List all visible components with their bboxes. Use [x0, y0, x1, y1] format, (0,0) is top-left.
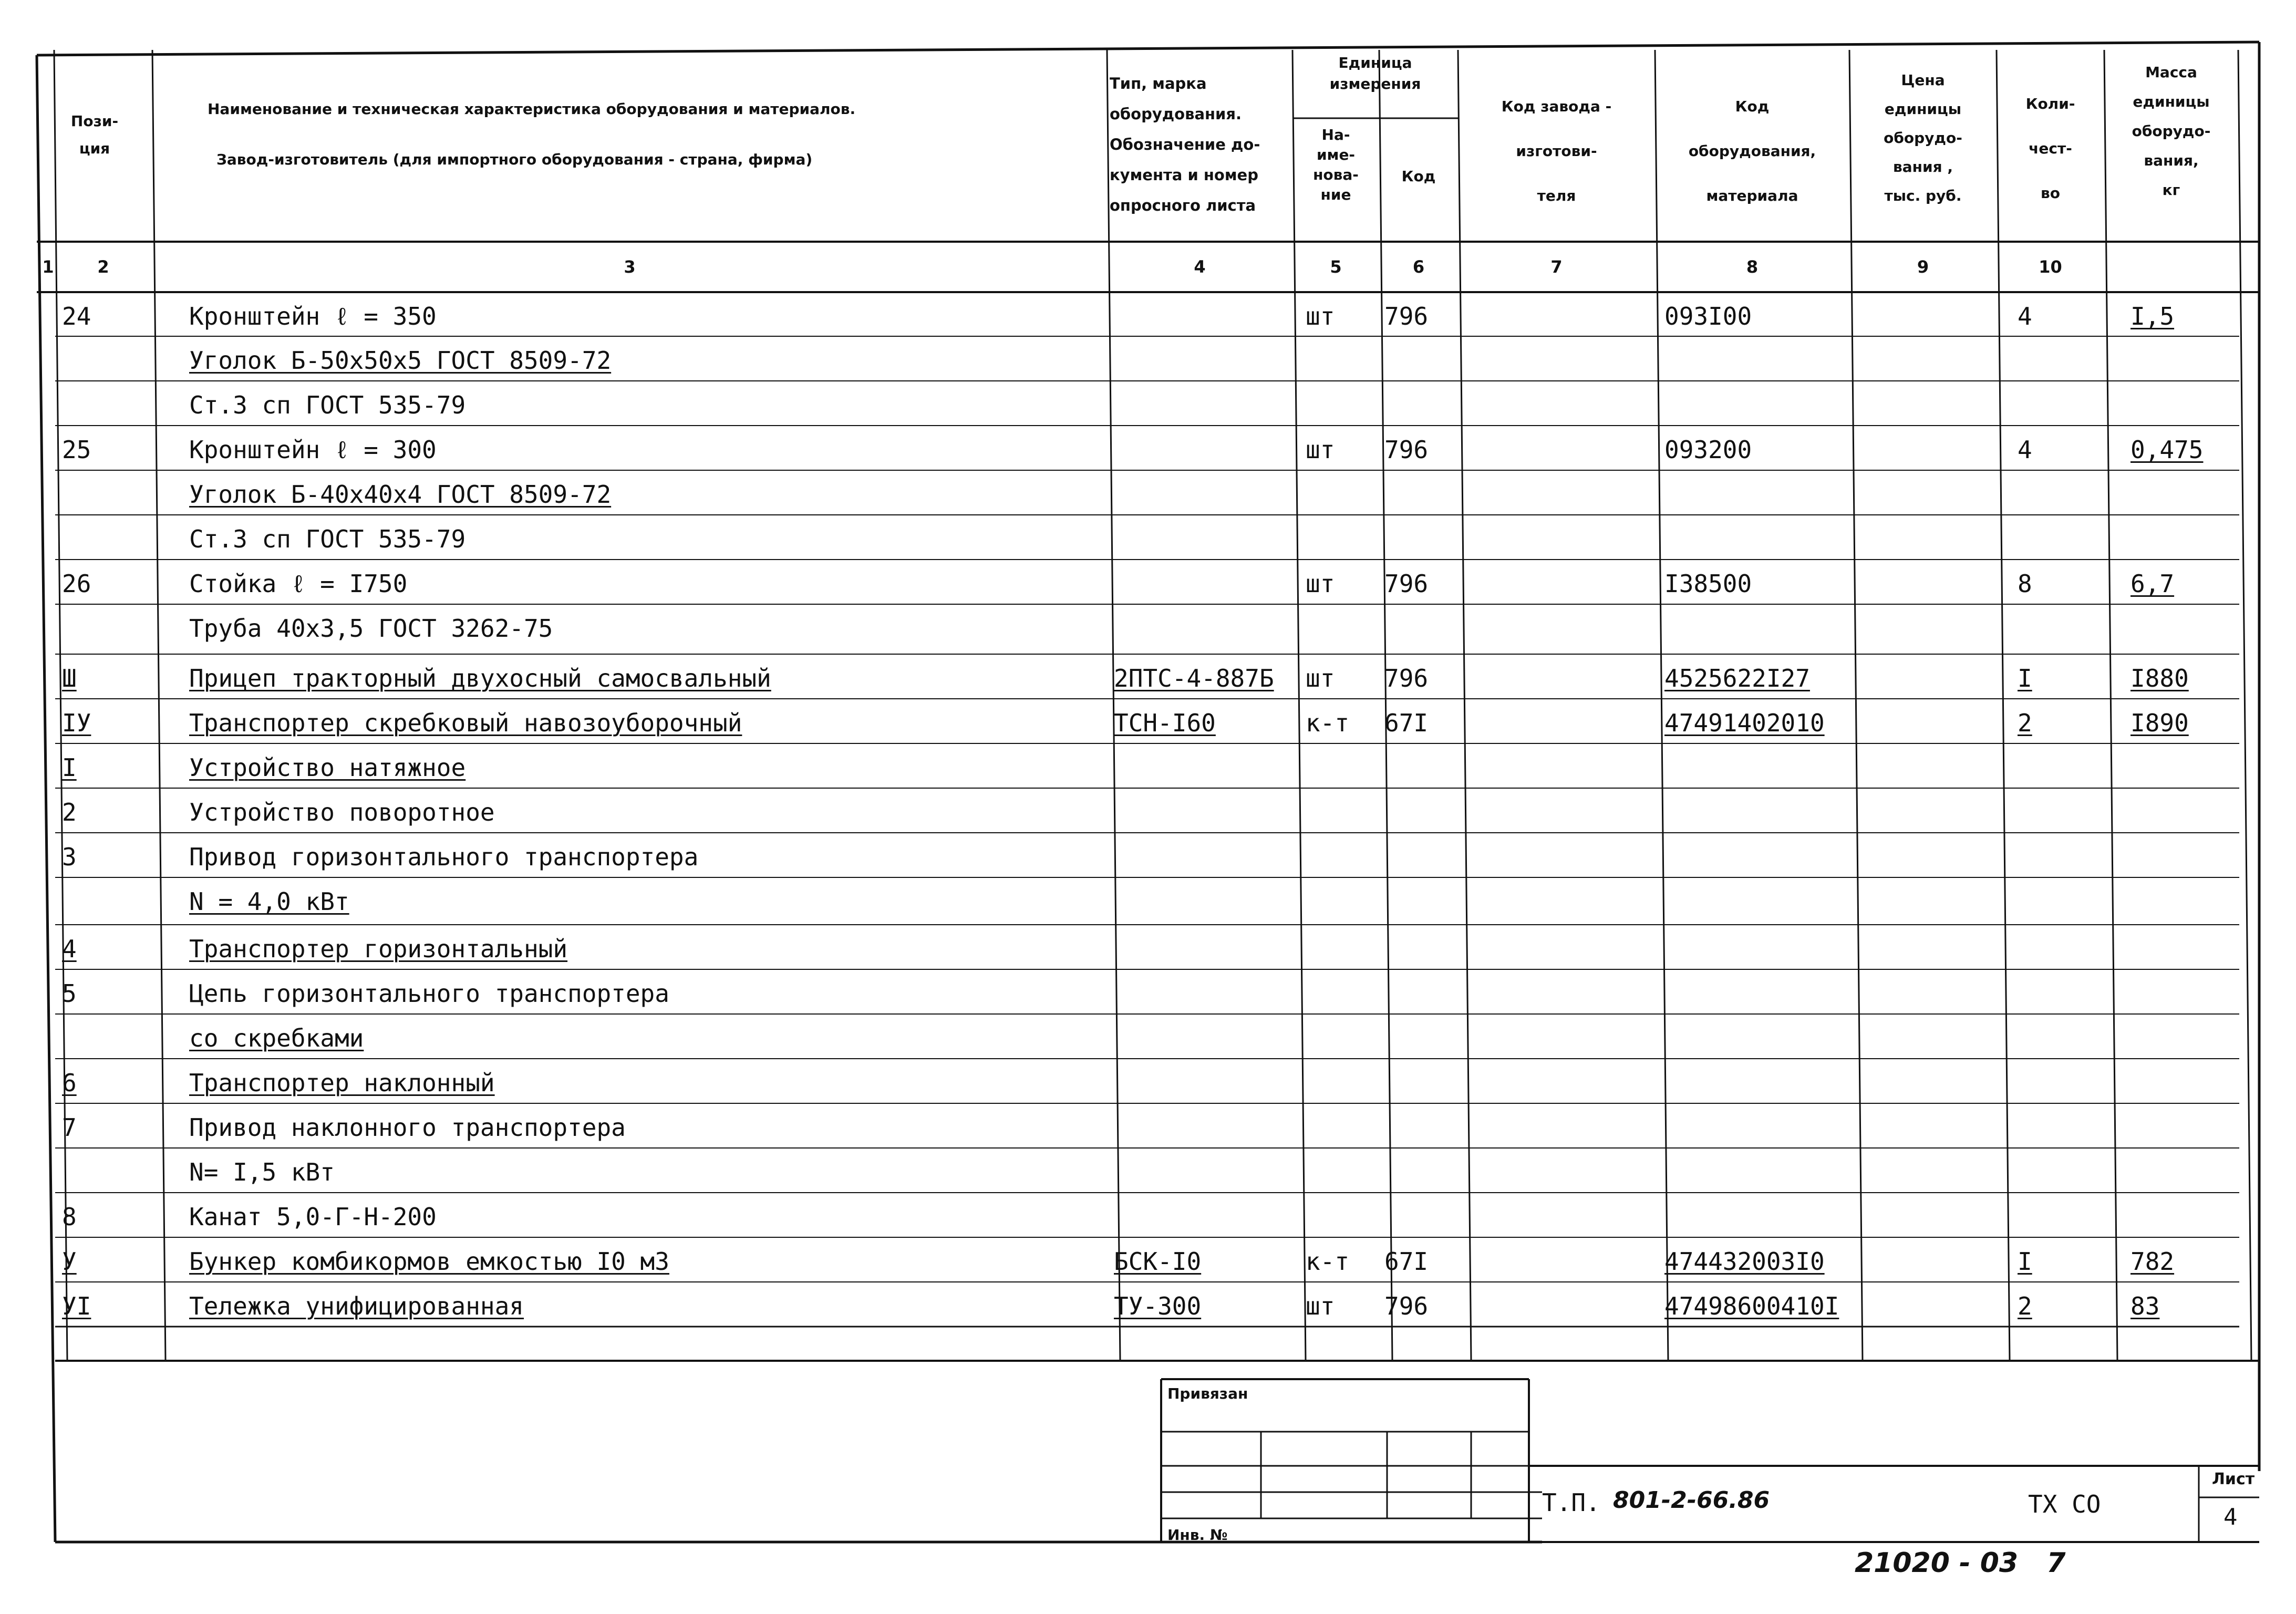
column-line	[1107, 50, 1120, 1361]
column-line	[1849, 50, 1863, 1361]
column-number-10: 10	[2039, 257, 2062, 277]
row-name: Прицеп тракторный двухосный самосвальный	[189, 664, 771, 692]
row-position: 24	[62, 302, 91, 330]
header-position: Пози- ция	[70, 112, 119, 157]
header-mass: Масса единицы оборудо- вания, кг	[2132, 64, 2211, 199]
row-unit: шт	[1306, 1292, 1335, 1320]
row-position: 25	[62, 436, 91, 464]
row-name: Тележка унифицированная	[189, 1292, 524, 1320]
row-unit: к-т	[1306, 1247, 1350, 1276]
row-type: ТУ-300	[1114, 1292, 1202, 1320]
row-equipment-code: 47491402010	[1664, 709, 1825, 737]
row-mass: 0,475	[2130, 436, 2204, 464]
row-name: Цепь горизонтального транспортера	[189, 979, 669, 1008]
row-equipment-code: 4525622I27	[1664, 664, 1810, 692]
row-mass: I890	[2130, 709, 2189, 737]
row-equipment-code: 474432003I0	[1664, 1247, 1825, 1276]
handwritten-note: 21020 - 03 7	[1855, 1547, 2066, 1579]
row-name: Стойка ℓ = I750	[189, 570, 408, 598]
row-name: Уголок Б-50х50х5 ГОСТ 8509-72	[189, 346, 612, 375]
row-position: IУ	[62, 709, 91, 737]
row-mass: 6,7	[2130, 570, 2175, 598]
header-equipment-code: Код оборудования, материала	[1688, 98, 1816, 204]
row-name: Канат 5,0-Г-Н-200	[189, 1203, 437, 1231]
column-number-8: 8	[1746, 257, 1759, 277]
column-line	[54, 50, 67, 1361]
header-unit-code: Код	[1401, 168, 1436, 185]
row-quantity: I	[2018, 664, 2032, 692]
row-mass: 83	[2130, 1292, 2160, 1320]
row-name: со скребками	[189, 1024, 364, 1052]
row-equipment-code: 093200	[1664, 436, 1752, 464]
column-number-3: 3	[624, 257, 636, 277]
frame-top	[37, 42, 2259, 55]
row-equipment-code: I38500	[1664, 570, 1752, 598]
row-name: Транспортер наклонный	[189, 1069, 495, 1097]
row-name: Привод горизонтального транспортера	[189, 843, 699, 871]
row-equipment-code: 47498600410I	[1664, 1292, 1839, 1320]
row-name: N = 4,0 кВт	[189, 887, 349, 916]
row-type: 2ПТС-4-887Б	[1114, 664, 1274, 692]
column-number-2: 2	[97, 257, 109, 277]
column-line	[1379, 50, 1392, 1361]
inventory-label: Инв. №	[1167, 1526, 1228, 1544]
column-line	[1655, 50, 1668, 1361]
row-quantity: I	[2018, 1247, 2032, 1276]
row-quantity: 8	[2018, 570, 2032, 598]
linked-label: Привязан	[1167, 1385, 1248, 1402]
row-position: 7	[62, 1113, 77, 1142]
header-unit-group: Единица измерения	[1329, 54, 1421, 92]
row-name: Транспортер горизонтальный	[189, 935, 568, 963]
column-number-9: 9	[1917, 257, 1929, 277]
document-code: ТХ СО	[2028, 1490, 2101, 1518]
row-name: Устройство натяжное	[189, 753, 466, 782]
row-position: 26	[62, 570, 91, 598]
row-name: Кронштейн ℓ = 350	[189, 302, 437, 330]
row-name: Устройство поворотное	[189, 798, 495, 826]
header-price: Цена единицы оборудо- вания , тыс. руб.	[1884, 71, 1962, 204]
row-quantity: 4	[2018, 436, 2032, 464]
row-position: 8	[62, 1203, 77, 1231]
sheet-label: Лист	[2212, 1470, 2255, 1488]
row-position: УI	[62, 1292, 91, 1320]
row-name: Уголок Б-40х40х4 ГОСТ 8509-72	[189, 480, 612, 509]
row-unit: к-т	[1306, 709, 1350, 737]
row-name: Ст.3 сп ГОСТ 535-79	[189, 525, 466, 553]
row-position: 6	[62, 1069, 77, 1097]
row-position: У	[62, 1247, 77, 1276]
column-number-5: 5	[1330, 257, 1342, 277]
row-name: N= I,5 кВт	[189, 1158, 335, 1186]
row-mass: I880	[2130, 664, 2189, 692]
row-equipment-code: 093I00	[1664, 302, 1752, 330]
row-type: ТСН-I60	[1114, 709, 1216, 737]
column-line	[2104, 50, 2117, 1361]
header-name-line1: Наименование и техническая характеристика оборудования и материалов.	[208, 100, 856, 118]
project-prefix: Т.П.	[1542, 1488, 1600, 1517]
column-number-7: 7	[1550, 257, 1563, 277]
sheet-number: 4	[2223, 1504, 2238, 1530]
row-type: БСК-I0	[1114, 1247, 1202, 1276]
header-manufacturer-code: Код завода - изготови- теля	[1501, 98, 1612, 204]
header-type: Тип, марка оборудования. Обозначение до- кумента и номер опросного листа	[1110, 75, 1260, 214]
row-name: Труба 40х3,5 ГОСТ 3262-75	[189, 614, 553, 643]
header-name-line2: Завод-изготовитель (для импортного оборудования - страна, фирма)	[216, 151, 813, 168]
row-name: Привод наклонного транспортера	[189, 1113, 626, 1142]
row-quantity: 4	[2018, 302, 2032, 330]
column-line	[1292, 50, 1306, 1361]
column-number-1: 1	[42, 257, 54, 277]
row-name: Бункер комбикормов емкостью I0 м3	[189, 1247, 669, 1276]
row-unit-code: 796	[1384, 664, 1429, 692]
row-position: 4	[62, 935, 77, 963]
row-unit-code: 796	[1384, 1292, 1429, 1320]
row-position: I	[62, 753, 77, 782]
project-number: 801-2-66.86	[1613, 1487, 1770, 1514]
row-mass: 782	[2130, 1247, 2175, 1276]
row-position: 5	[62, 979, 77, 1008]
row-unit: шт	[1306, 664, 1335, 692]
row-unit-code: 796	[1384, 302, 1429, 330]
column-line	[1997, 50, 2010, 1361]
row-name: Транспортер скребковый навозоуборочный	[189, 709, 742, 737]
row-position: Ш	[62, 664, 77, 692]
row-quantity: 2	[2018, 1292, 2032, 1320]
row-position: 3	[62, 843, 77, 871]
column-line	[152, 50, 166, 1361]
row-name: Кронштейн ℓ = 300	[189, 436, 437, 464]
row-unit-code: 796	[1384, 570, 1429, 598]
row-unit: шт	[1306, 436, 1335, 464]
row-quantity: 2	[2018, 709, 2032, 737]
column-number-6: 6	[1412, 257, 1425, 277]
row-position: 2	[62, 798, 77, 826]
column-line	[2238, 50, 2251, 1361]
row-mass: I,5	[2130, 302, 2175, 330]
frame-left	[37, 55, 55, 1542]
row-unit-code: 796	[1384, 436, 1429, 464]
column-line	[1458, 50, 1471, 1361]
header-quantity: Коли- чест- во	[2025, 95, 2075, 202]
row-unit: шт	[1306, 570, 1335, 598]
row-unit: шт	[1306, 302, 1335, 330]
header-unit-name: На- име- нова- ние	[1313, 126, 1359, 203]
row-unit-code: 67I	[1384, 709, 1429, 737]
column-number-4: 4	[1194, 257, 1206, 277]
row-unit-code: 67I	[1384, 1247, 1429, 1276]
row-name: Ст.3 сп ГОСТ 535-79	[189, 391, 466, 419]
